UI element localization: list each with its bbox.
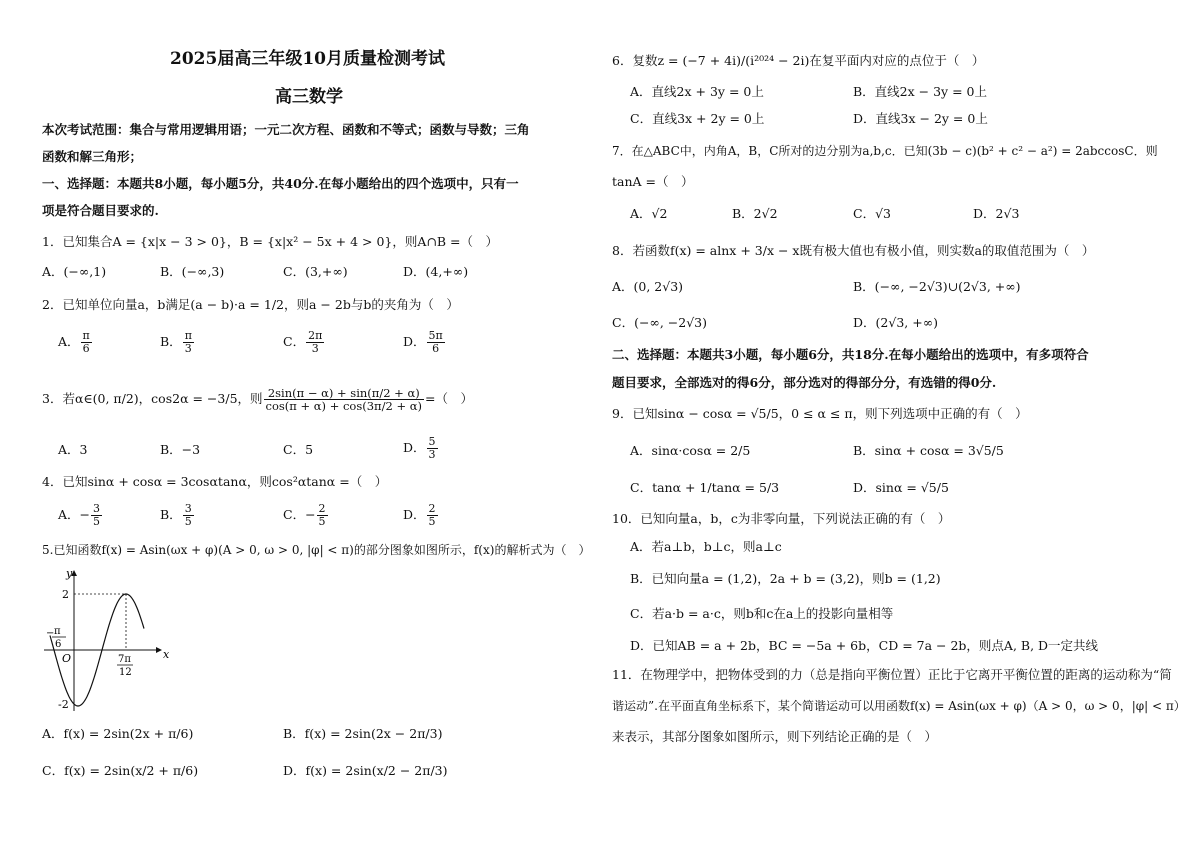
q7-option-c: C．√3 <box>853 206 891 221</box>
q4-stem: 4．已知sinα + cosα = 3cosαtanα，则cos²αtanα =（ ） <box>42 474 388 489</box>
q3-option-c: C．5 <box>283 442 314 457</box>
q6-option-c: C．直线3x + 2y = 0上 <box>630 111 765 126</box>
q8-stem: 8．若函数f(x) = alnx + 3/x − x既有极大值也有极小值，则实数a的取值范围为（ ） <box>612 243 1095 258</box>
q9-stem: 9．已知sinα − cosα = √5/5，0 ≤ α ≤ π，则下列选项中正确的有（ ） <box>612 406 1028 421</box>
q5-option-b: B．f(x) = 2sin(2x − 2π/3) <box>283 726 443 741</box>
q7-stem-1: 7．在△ABC中，内角A，B，C所对的边分别为a,b,c．已知(3b − c)(b² + c² − a²) = 2abccosC．则 <box>612 144 1158 158</box>
y-min-label: -2 <box>58 698 69 711</box>
q2-option-c: C． $\frac{2\pi}{3}$ <box>283 329 323 355</box>
q2-option-d: D． $\frac{5\pi}{6}$ <box>403 329 443 355</box>
section2-line-1: 二、选择题：本题共3小题，每小题6分，共18分.在每小题给出的选项中，有多项符合 <box>612 347 1089 362</box>
scope-line-2: 函数和解三角形； <box>42 149 143 164</box>
q3-option-b: B．−3 <box>160 442 201 457</box>
x-pos-den: 12 <box>119 667 132 678</box>
q1-option-a: A．(−∞,1) <box>42 264 107 279</box>
origin-label: O <box>62 652 72 665</box>
q8-option-a: A．(0, 2√3) <box>612 279 684 294</box>
section1-line-2: 项是符合题目要求的. <box>42 203 159 218</box>
q6-option-a: A．直线2x + 3y = 0上 <box>630 84 764 99</box>
q11-line-1: 11．在物理学中，把物体受到的力（总是指向平衡位置）正比于它离开平衡位置的距离的运动称为“简 <box>612 667 1172 682</box>
x-neg-sign: − <box>46 628 55 639</box>
x-pos-num: 7π <box>118 654 131 665</box>
section1-line-1: 一、选择题：本题共8小题，每小题5分，共40分.在每小题给出的四个选项中，只有一 <box>42 176 519 191</box>
exam-title: 2025届高三年级10月质量检测考试 <box>170 49 445 69</box>
q5-stem: 5.已知函数f(x) = Asin(ωx + φ)(A > 0, ω > 0, |φ| < π)的部分图象如图所示，f(x)的解析式为（ ） <box>42 543 591 557</box>
q1-option-b: B．(−∞,3) <box>160 264 225 279</box>
q7-option-a: A．√2 <box>630 206 668 221</box>
q7-stem-2: tanA =（ ） <box>612 174 694 189</box>
q5-option-c: C．f(x) = 2sin(x/2 + π/6) <box>42 763 199 778</box>
q5-sine-graph <box>40 566 180 716</box>
q6-option-d: D．直线3x − 2y = 0上 <box>853 111 988 126</box>
q5-option-d: D．f(x) = 2sin(x/2 − 2π/3) <box>283 763 448 778</box>
q11-line-2: 谐运动”.在平面直角坐标系下，某个简谐运动可以用函数f(x) = Asin(ωx + φ)（A > 0，ω > 0，|φ| < π） <box>612 699 1186 713</box>
q8-option-b: B．(−∞, −2√3)∪(2√3, +∞) <box>853 279 1021 294</box>
y-max-label: 2 <box>62 588 69 601</box>
q7-option-d: D．2√3 <box>973 206 1020 221</box>
q3-stem: 3．若α∈(0, π/2)，cos2α = −3/5，则 $\frac{2\sin(\pi - \alpha) + \sin(\pi/2 + \alpha)}{\cos(\pi + \alpha) + \cos(3\pi/2 + \alpha)}$ =（ ） <box>42 386 473 413</box>
q8-option-d: D．(2√3, +∞) <box>853 315 938 330</box>
q2-stem: 2．已知单位向量a，b满足(a − b)·a = 1/2，则a − 2b与b的夹角为（ ） <box>42 297 459 312</box>
q1-option-d: D．(4,+∞) <box>403 264 469 279</box>
q4-option-d: D． $\frac{2}{5}$ <box>403 502 436 528</box>
q7-option-b: B．2√2 <box>732 206 778 221</box>
y-axis-label: y <box>66 567 73 580</box>
q1-stem: 1．已知集合A = {x|x − 3 > 0}，B = {x|x² − 5x + 4 > 0}，则A∩B =（ ） <box>42 234 499 249</box>
x-axis-label: x <box>163 648 170 661</box>
q10-option-b: B．已知向量a = (1,2)，2a + b = (3,2)，则b = (1,2) <box>630 571 941 586</box>
q10-option-c: C．若a·b = a·c，则b和c在a上的投影向量相等 <box>630 606 894 621</box>
section2-line-2: 题目要求，全部选对的得6分，部分选对的得部分分，有选错的得0分. <box>612 375 997 390</box>
q10-stem: 10．已知向量a，b，c为非零向量，下列说法正确的有（ ） <box>612 511 951 526</box>
q9-option-a: A．sinα·cosα = 2/5 <box>630 443 751 458</box>
q3-option-d: D． $\frac{5}{3}$ <box>403 435 436 461</box>
q2-option-b: B． $\frac{\pi}{3}$ <box>160 329 192 355</box>
q6-stem: 6．复数z = (−7 + 4i)/(i²⁰²⁴ − 2i)在复平面内对应的点位于（ ） <box>612 53 985 68</box>
q3-option-a: A．3 <box>58 442 88 457</box>
q1-option-c: C．(3,+∞) <box>283 264 348 279</box>
q6-option-b: B．直线2x − 3y = 0上 <box>853 84 987 99</box>
q9-option-b: B．sinα + cosα = 3√5/5 <box>853 443 1004 458</box>
q9-option-d: D．sinα = √5/5 <box>853 480 949 495</box>
scope-line-1: 本次考试范围：集合与常用逻辑用语；一元二次方程、函数和不等式；函数与导数；三角 <box>42 122 530 137</box>
q4-option-a: A．− $\frac{3}{5}$ <box>58 502 101 528</box>
subject-title: 高三数学 <box>275 87 343 107</box>
q9-option-c: C．tanα + 1/tanα = 5/3 <box>630 480 780 495</box>
x-neg-num: π <box>54 626 61 637</box>
q2-option-a: A． $\frac{\pi}{6}$ <box>58 329 90 355</box>
x-neg-den: 6 <box>55 639 62 650</box>
q10-option-d: D．已知AB = a + 2b，BC = −5a + 6b，CD = 7a − 2b，则点A, B, D一定共线 <box>630 638 1099 653</box>
q5-option-a: A．f(x) = 2sin(2x + π/6) <box>42 726 194 741</box>
q4-option-b: B． $\frac{3}{5}$ <box>160 502 192 528</box>
x-axis-arrow-icon <box>156 647 162 653</box>
q10-option-a: A．若a⊥b，b⊥c，则a⊥c <box>630 539 782 554</box>
q4-option-c: C．− $\frac{2}{5}$ <box>283 502 326 528</box>
q8-option-c: C．(−∞, −2√3) <box>612 315 707 330</box>
q11-line-3: 来表示，其部分图象如图所示，则下列结论正确的是（ ） <box>612 729 938 744</box>
